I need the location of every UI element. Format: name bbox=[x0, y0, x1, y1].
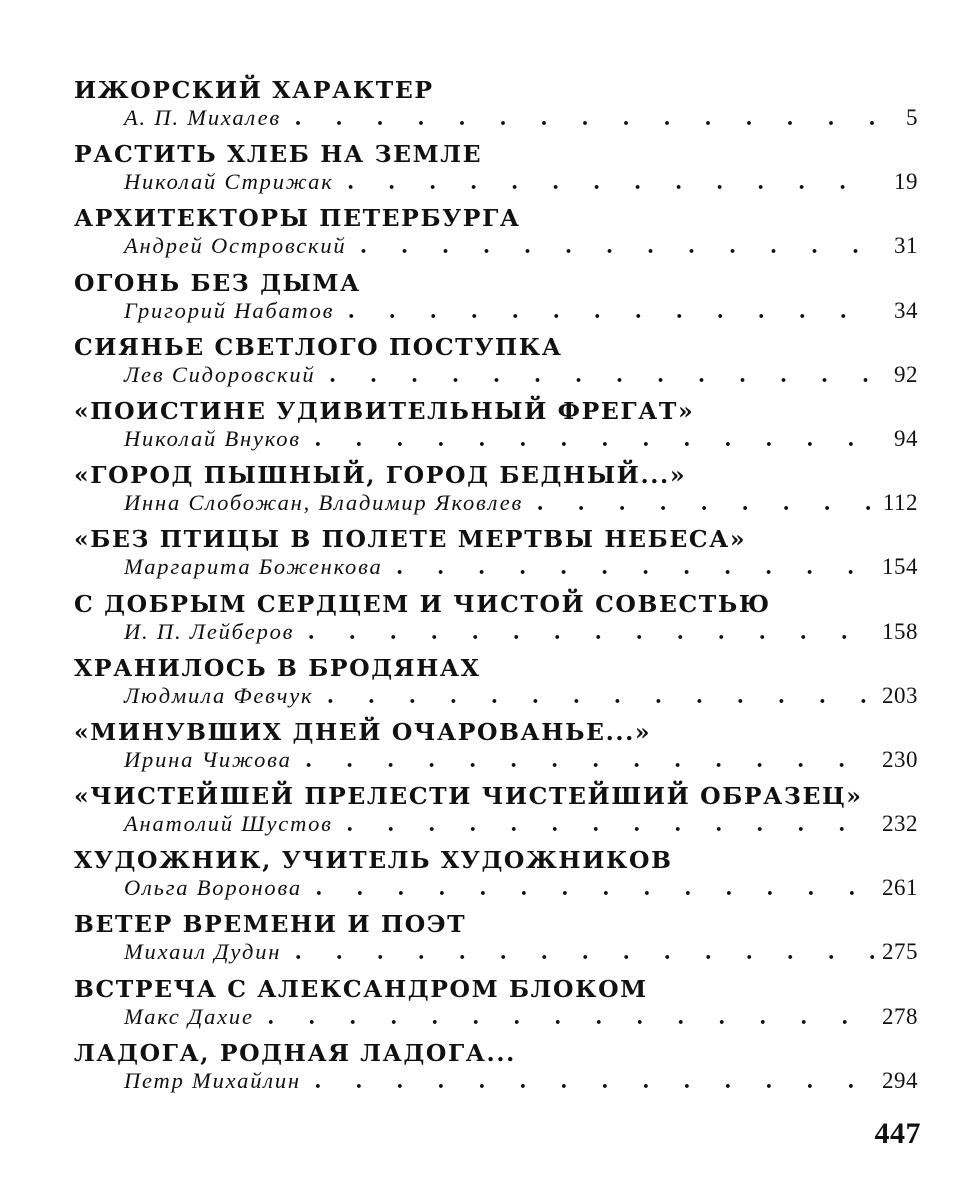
toc-entry bbox=[74, 717, 918, 781]
toc-entry bbox=[74, 845, 918, 909]
entry-author: Ольга Воронова bbox=[124, 875, 302, 901]
entry-byline bbox=[74, 939, 918, 965]
dot-leader bbox=[334, 298, 874, 324]
entry-author: Лев Сидоровский bbox=[124, 361, 316, 387]
toc-entry bbox=[74, 460, 918, 524]
entry-page-number: 294 bbox=[882, 1067, 918, 1093]
toc-entry bbox=[74, 653, 918, 717]
entry-page-number: 203 bbox=[882, 682, 918, 708]
entry-byline bbox=[74, 747, 918, 773]
entry-author: Инна Слобожан, Владимир Яковлев bbox=[124, 490, 524, 516]
dot-leader bbox=[292, 747, 874, 773]
toc-entry bbox=[74, 139, 918, 203]
entry-title: СИЯНЬЕ СВЕТЛОГО ПОСТУПКА bbox=[74, 332, 563, 361]
entry-byline bbox=[74, 362, 918, 388]
entry-author: Петр Михайлин bbox=[124, 1067, 301, 1093]
entry-byline bbox=[74, 105, 918, 131]
entry-page-number: 278 bbox=[882, 1003, 918, 1029]
entry-page-number: 158 bbox=[882, 618, 918, 644]
entry-byline bbox=[74, 1004, 918, 1030]
toc-entry bbox=[74, 589, 918, 653]
entry-author: Михаил Дудин bbox=[124, 939, 282, 965]
entry-author: Григорий Набатов bbox=[124, 297, 335, 323]
toc-entry bbox=[74, 268, 918, 332]
entry-title: ОГОНЬ БЕЗ ДЫМА bbox=[74, 268, 361, 297]
entry-byline bbox=[74, 554, 918, 580]
entry-title: АРХИТЕКТОРЫ ПЕТЕРБУРГА bbox=[74, 204, 521, 233]
entry-author: Ирина Чижова bbox=[124, 746, 292, 772]
entry-author: Макс Дахие bbox=[124, 1003, 254, 1029]
toc-entry bbox=[74, 203, 918, 267]
entry-page-number: 261 bbox=[882, 875, 918, 901]
toc-entry bbox=[74, 75, 918, 139]
page-number-folio: 447 bbox=[874, 1117, 921, 1150]
entry-page-number: 5 bbox=[906, 105, 918, 130]
dot-leader bbox=[281, 105, 874, 131]
entry-page-number: 112 bbox=[882, 490, 918, 516]
dot-leader bbox=[281, 939, 874, 965]
entry-title: С ДОБРЫМ СЕРДЦЕМ И ЧИСТОЙ СОВЕСТЬЮ bbox=[74, 589, 771, 618]
dot-leader bbox=[301, 426, 874, 452]
dot-leader bbox=[301, 1068, 874, 1094]
entry-page-number: 230 bbox=[882, 746, 918, 772]
entry-page-number: 19 bbox=[894, 169, 918, 195]
entry-title: «ЧИСТЕЙШЕЙ ПРЕЛЕСТИ ЧИСТЕЙШИЙ ОБРАЗЕЦ» bbox=[74, 782, 863, 811]
entry-author: Николай Внуков bbox=[124, 425, 301, 451]
entry-byline bbox=[74, 811, 918, 837]
entry-title: ИЖОРСКИЙ ХАРАКТЕР bbox=[74, 76, 434, 104]
dot-leader bbox=[302, 875, 874, 901]
entry-author: Маргарита Боженкова bbox=[124, 554, 383, 580]
entry-author: Андрей Островский bbox=[124, 233, 347, 259]
entry-author: Николай Стрижак bbox=[124, 169, 334, 195]
entry-byline bbox=[74, 490, 918, 516]
dot-leader bbox=[316, 362, 875, 388]
entry-byline bbox=[74, 169, 918, 195]
entry-author: Анатолий Шустов bbox=[124, 811, 333, 837]
entry-title: «ГОРОД ПЫШНЫЙ, ГОРОД БЕДНЫЙ...» bbox=[74, 461, 687, 490]
entry-title: ВЕТЕР ВРЕМЕНИ И ПОЭТ bbox=[74, 910, 467, 939]
entry-author: Людмила Февчук bbox=[124, 682, 314, 708]
entry-byline bbox=[74, 298, 918, 324]
dot-leader bbox=[313, 683, 874, 709]
entry-page-number: 31 bbox=[894, 233, 918, 259]
entry-page-number: 92 bbox=[894, 361, 918, 387]
entry-page-number: 232 bbox=[882, 811, 918, 837]
dot-leader bbox=[346, 233, 874, 259]
entry-page-number: 34 bbox=[894, 297, 918, 323]
entry-title: ХРАНИЛОСЬ В БРОДЯНАХ bbox=[74, 653, 481, 682]
entry-byline bbox=[74, 619, 918, 645]
entry-title: ВСТРЕЧА С АЛЕКСАНДРОМ БЛОКОМ bbox=[74, 974, 648, 1003]
dot-leader bbox=[333, 811, 874, 837]
toc-entry bbox=[74, 332, 918, 396]
entry-title: «ПОИСТИНЕ УДИВИТЕЛЬНЫЙ ФРЕГАТ» bbox=[74, 396, 695, 425]
entry-page-number: 94 bbox=[894, 425, 918, 451]
entry-title: РАСТИТЬ ХЛЕБ НА ЗЕМЛЕ bbox=[74, 140, 483, 169]
toc-entry bbox=[74, 781, 918, 845]
entry-title: ЛАДОГА, РОДНАЯ ЛАДОГА... bbox=[74, 1038, 516, 1067]
toc-entry bbox=[74, 396, 918, 460]
entry-byline bbox=[74, 1068, 918, 1094]
table-of-contents bbox=[74, 75, 918, 1102]
entry-author: И. П. Лейберов bbox=[124, 618, 295, 644]
entry-byline bbox=[74, 426, 918, 452]
toc-entry bbox=[74, 974, 918, 1038]
entry-title: ХУДОЖНИК, УЧИТЕЛЬ ХУДОЖНИКОВ bbox=[74, 846, 673, 875]
dot-leader bbox=[254, 1004, 874, 1030]
entry-title: «БЕЗ ПТИЦЫ В ПОЛЕТЕ МЕРТВЫ НЕБЕСА» bbox=[74, 525, 747, 554]
entry-title: «МИНУВШИХ ДНЕЙ ОЧАРОВАНЬЕ...» bbox=[74, 717, 652, 746]
entry-author: А. П. Михалев bbox=[124, 105, 281, 130]
entry-byline bbox=[74, 683, 918, 709]
entry-page-number: 154 bbox=[882, 554, 918, 580]
toc-entry bbox=[74, 524, 918, 588]
entry-page-number: 275 bbox=[882, 939, 918, 965]
entry-byline bbox=[74, 875, 918, 901]
dot-leader bbox=[294, 619, 874, 645]
toc-entry bbox=[74, 1038, 918, 1102]
dot-leader bbox=[334, 169, 874, 195]
toc-entry bbox=[74, 909, 918, 973]
dot-leader bbox=[523, 490, 874, 516]
entry-byline bbox=[74, 233, 918, 259]
dot-leader bbox=[383, 554, 874, 580]
